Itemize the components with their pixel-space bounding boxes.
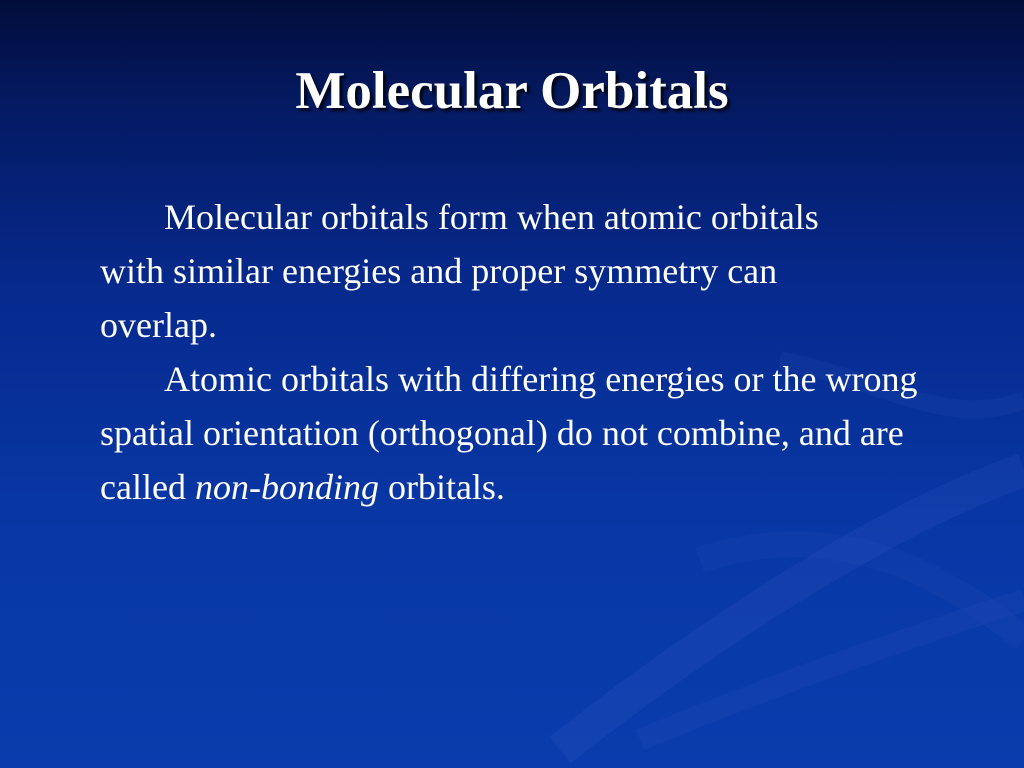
slide-body — [100, 190, 980, 514]
slide-title: Molecular Orbitals — [295, 62, 729, 120]
paragraph-non-bonding-tail: orbitals. — [378, 467, 505, 507]
paragraph-non-bonding-lead: Atomic orbitals with differing energies or the wrong spatial orientation (orthogonal) do not combine, and are called — [100, 359, 918, 507]
paragraph-non-bonding — [100, 352, 980, 514]
non-bonding-term: non-bonding — [194, 467, 379, 507]
paragraph-molecular-orbitals: Molecular orbitals form when atomic orbitals with similar energies and proper symmetry can overlap. — [100, 197, 819, 345]
